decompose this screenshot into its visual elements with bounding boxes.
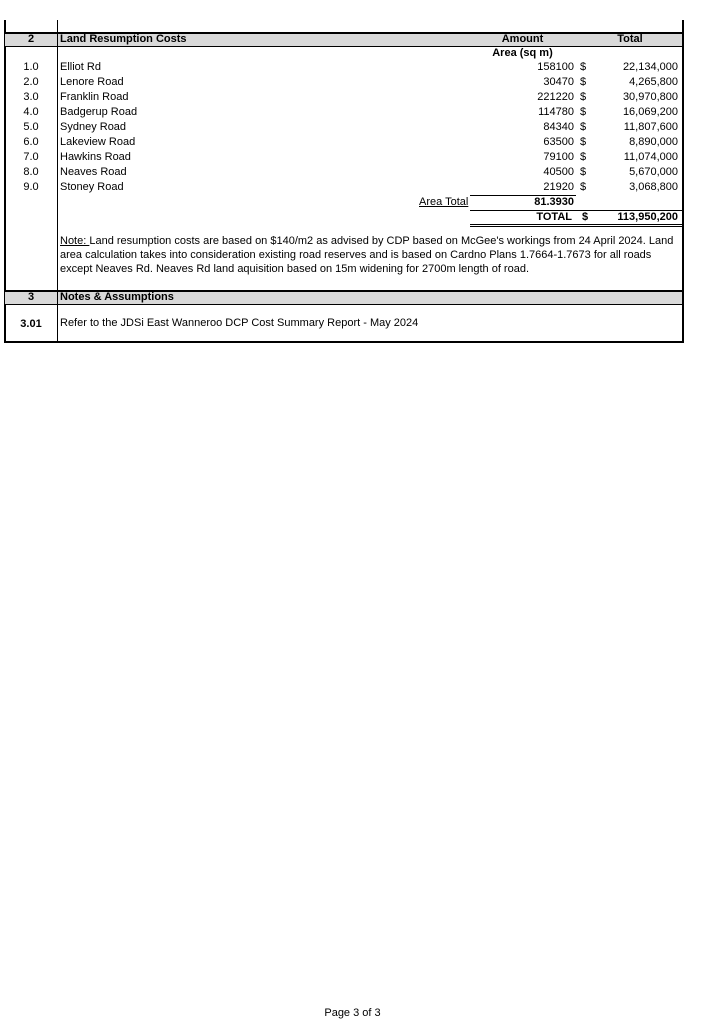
- land-resumption-note: [60, 234, 684, 276]
- area-header: Area (sq m): [492, 47, 553, 59]
- row-number: 5.0: [23, 121, 39, 133]
- road-name: Elliot Rd: [60, 61, 101, 73]
- road-name: Stoney Road: [60, 181, 124, 193]
- grand-total-value: 113,950,200: [617, 211, 678, 223]
- area-value: 40500: [543, 166, 574, 178]
- road-name: Franklin Road: [60, 91, 129, 103]
- currency-symbol: $: [580, 181, 587, 193]
- note-text: Land resumption costs are based on $140/m2 as advised by CDP based on McGee's workings from 24 April 2024. Land area calculation takes into consideration existing road reserves and is based on Cardno Plans 1.7664-1.7673 for all roads except Neaves Rd. Neaves Rd land aquisition based on 15m widening for 2700m length of road.: [60, 235, 674, 275]
- section2-title: Land Resumption Costs: [60, 33, 187, 45]
- area-value: 21920: [543, 181, 574, 193]
- total-value: 5,670,000: [629, 166, 678, 178]
- total-double-rule-1: [470, 224, 683, 225]
- section2-number: 2: [27, 33, 35, 45]
- total-value: 11,074,000: [623, 151, 678, 163]
- total-currency: $: [582, 211, 589, 223]
- road-name: Lenore Road: [60, 76, 124, 88]
- total-value: 11,807,600: [623, 121, 678, 133]
- area-value: 158100: [537, 61, 574, 73]
- row-number: 1.0: [23, 61, 39, 73]
- section3-header-bottom-line: [4, 304, 684, 305]
- column-divider: [57, 291, 58, 304]
- amount-header: Amount: [501, 33, 544, 45]
- road-name: Badgerup Road: [60, 106, 138, 118]
- row-number: 7.0: [23, 151, 39, 163]
- column-divider: [57, 33, 58, 46]
- road-name: Neaves Road: [60, 166, 127, 178]
- total-value: 3,068,800: [629, 181, 678, 193]
- currency-symbol: $: [580, 136, 587, 148]
- road-name: Lakeview Road: [60, 136, 136, 148]
- road-name: Hawkins Road: [60, 151, 131, 163]
- row-number: 8.0: [23, 166, 39, 178]
- total-value: 16,069,200: [622, 106, 678, 118]
- row-number: 6.0: [23, 136, 39, 148]
- row-number: 4.0: [23, 106, 39, 118]
- currency-symbol: $: [580, 91, 587, 103]
- currency-symbol: $: [580, 166, 587, 178]
- currency-symbol: $: [580, 121, 587, 133]
- table-bottom-border: [4, 341, 684, 343]
- row-number: 2.0: [23, 76, 39, 88]
- currency-symbol: $: [580, 76, 587, 88]
- assumption-text: Refer to the JDSi East Wanneroo DCP Cost Summary Report - May 2024: [60, 317, 419, 329]
- area-total-label: Area Total: [419, 196, 469, 208]
- row-number: 9.0: [23, 181, 39, 193]
- section3-number: 3: [27, 291, 35, 303]
- total-value: 4,265,800: [629, 76, 678, 88]
- total-double-rule-2: [470, 226, 683, 227]
- area-value: 221220: [537, 91, 574, 103]
- row-number: 3.0: [23, 91, 39, 103]
- area-value: 84340: [543, 121, 574, 133]
- section3-title: Notes & Assumptions: [60, 291, 174, 303]
- page-number: Page 3 of 3: [324, 1007, 381, 1019]
- section2-header-bottom-line: [4, 46, 684, 47]
- total-value: 30,970,800: [622, 91, 678, 103]
- area-value: 114780: [538, 106, 574, 118]
- note-prefix: Note:: [60, 235, 90, 247]
- currency-symbol: $: [580, 106, 587, 118]
- currency-symbol: $: [580, 151, 587, 163]
- area-value: 79100: [543, 151, 574, 163]
- currency-symbol: $: [580, 61, 587, 73]
- table-right-border: [682, 20, 684, 343]
- total-value: 8,890,000: [629, 136, 678, 148]
- total-value: 22,134,000: [622, 61, 678, 73]
- area-value: 63500: [543, 136, 574, 148]
- road-name: Sydney Road: [60, 121, 127, 133]
- total-header: Total: [617, 33, 643, 45]
- total-label: TOTAL: [536, 211, 572, 223]
- area-total-value: 81.3930: [534, 196, 574, 208]
- assumption-number: 3.01: [20, 318, 42, 330]
- area-value: 30470: [543, 76, 574, 88]
